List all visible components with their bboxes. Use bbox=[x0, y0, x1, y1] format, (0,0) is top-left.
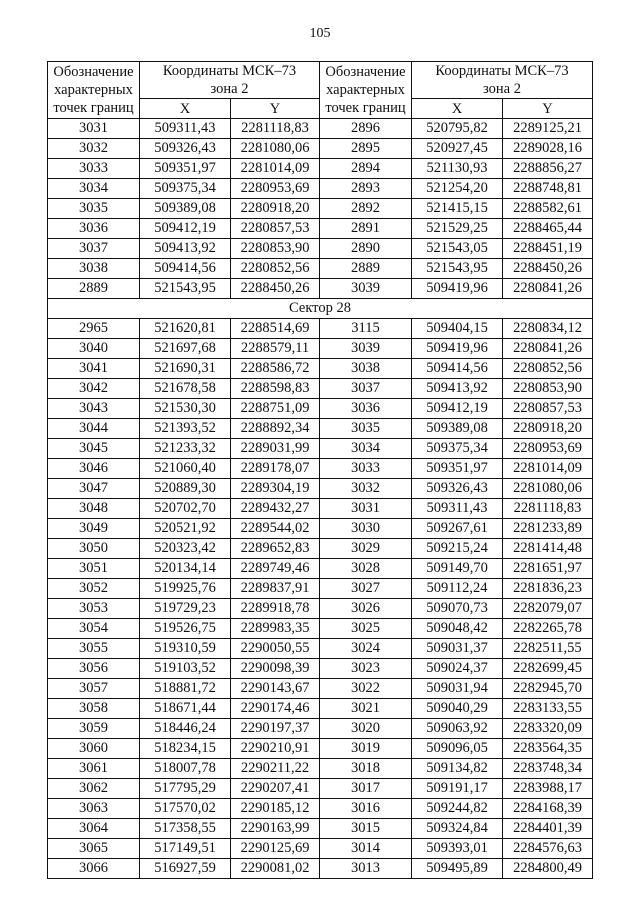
y-value: 2290197,37 bbox=[231, 719, 320, 739]
x-value: 519729,23 bbox=[140, 599, 231, 619]
point-id: 3062 bbox=[48, 779, 140, 799]
point-id-right: 3021 bbox=[320, 699, 412, 719]
y-value-right: 2280834,12 bbox=[503, 319, 593, 339]
x-value: 518446,24 bbox=[140, 719, 231, 739]
x-value-right: 509419,96 bbox=[412, 339, 503, 359]
table-row bbox=[48, 259, 593, 279]
table-row bbox=[48, 739, 593, 759]
point-id: 2965 bbox=[48, 319, 140, 339]
x-value-right: 509244,82 bbox=[412, 799, 503, 819]
point-id: 3049 bbox=[48, 519, 140, 539]
point-id-right: 2893 bbox=[320, 179, 412, 199]
y-value: 2281118,83 bbox=[231, 119, 320, 139]
y-header-right: Y bbox=[503, 99, 593, 119]
y-value-right: 2281836,23 bbox=[503, 579, 593, 599]
y-value-right: 2281233,89 bbox=[503, 519, 593, 539]
y-value-right: 2288748,81 bbox=[503, 179, 593, 199]
x-value: 519103,52 bbox=[140, 659, 231, 679]
table-row bbox=[48, 759, 593, 779]
y-value: 2280852,56 bbox=[231, 259, 320, 279]
point-id: 3031 bbox=[48, 119, 140, 139]
point-id: 3061 bbox=[48, 759, 140, 779]
y-value: 2289544,02 bbox=[231, 519, 320, 539]
point-id-right: 3014 bbox=[320, 839, 412, 859]
y-value: 2288586,72 bbox=[231, 359, 320, 379]
table-row bbox=[48, 659, 593, 679]
y-value-right: 2288451,19 bbox=[503, 239, 593, 259]
y-value-right: 2282945,70 bbox=[503, 679, 593, 699]
point-id: 3040 bbox=[48, 339, 140, 359]
sector-section bbox=[48, 299, 593, 319]
coords-header bbox=[140, 62, 320, 99]
y-value-right: 2282511,55 bbox=[503, 639, 593, 659]
point-id: 3063 bbox=[48, 799, 140, 819]
y-value: 2289031,99 bbox=[231, 439, 320, 459]
x-value: 520323,42 bbox=[140, 539, 231, 559]
point-label-line2: характерных bbox=[54, 82, 133, 98]
x-value: 517149,51 bbox=[140, 839, 231, 859]
x-value-right: 509149,70 bbox=[412, 559, 503, 579]
table-row bbox=[48, 839, 593, 859]
y-value-right: 2281414,48 bbox=[503, 539, 593, 559]
y-value: 2288751,09 bbox=[231, 399, 320, 419]
x-value-right: 509351,97 bbox=[412, 459, 503, 479]
x-value-right: 521130,93 bbox=[412, 159, 503, 179]
x-value: 521620,81 bbox=[140, 319, 231, 339]
x-value-right: 509096,05 bbox=[412, 739, 503, 759]
point-id-right: 3022 bbox=[320, 679, 412, 699]
point-id-right: 3013 bbox=[320, 859, 412, 879]
table-row bbox=[48, 159, 593, 179]
y-value: 2290050,55 bbox=[231, 639, 320, 659]
point-label-line1: Обозначение bbox=[325, 64, 406, 80]
point-id-right: 3038 bbox=[320, 359, 412, 379]
x-value: 520702,70 bbox=[140, 499, 231, 519]
y-value-right: 2280841,26 bbox=[503, 339, 593, 359]
point-id: 3036 bbox=[48, 219, 140, 239]
point-id-right: 3030 bbox=[320, 519, 412, 539]
y-value-right: 2288465,44 bbox=[503, 219, 593, 239]
y-value-right: 2283133,55 bbox=[503, 699, 593, 719]
x-value-right: 509112,24 bbox=[412, 579, 503, 599]
y-value-right: 2283988,17 bbox=[503, 779, 593, 799]
x-value: 509413,92 bbox=[140, 239, 231, 259]
x-value: 517570,02 bbox=[140, 799, 231, 819]
x-value-right: 509267,61 bbox=[412, 519, 503, 539]
table-row bbox=[48, 719, 593, 739]
point-label-line3: точек границ bbox=[53, 100, 134, 116]
sector-row bbox=[48, 299, 593, 319]
point-id: 3066 bbox=[48, 859, 140, 879]
x-value: 521060,40 bbox=[140, 459, 231, 479]
point-id-right: 3115 bbox=[320, 319, 412, 339]
y-value-right: 2280853,90 bbox=[503, 379, 593, 399]
table-row bbox=[48, 619, 593, 639]
table-row bbox=[48, 639, 593, 659]
x-value: 509326,43 bbox=[140, 139, 231, 159]
coords-line2: зона 2 bbox=[483, 81, 521, 97]
table-row bbox=[48, 399, 593, 419]
x-value-right: 520927,45 bbox=[412, 139, 503, 159]
x-value: 519526,75 bbox=[140, 619, 231, 639]
y-value: 2280853,90 bbox=[231, 239, 320, 259]
table-row bbox=[48, 499, 593, 519]
point-id-right: 2892 bbox=[320, 199, 412, 219]
y-value: 2289837,91 bbox=[231, 579, 320, 599]
x-value-right: 509324,84 bbox=[412, 819, 503, 839]
point-id-right: 3015 bbox=[320, 819, 412, 839]
y-value-right: 2281651,97 bbox=[503, 559, 593, 579]
y-value-right: 2281014,09 bbox=[503, 459, 593, 479]
y-value: 2280857,53 bbox=[231, 219, 320, 239]
point-id: 3052 bbox=[48, 579, 140, 599]
y-value-right: 2284576,63 bbox=[503, 839, 593, 859]
y-value: 2289749,46 bbox=[231, 559, 320, 579]
table-row bbox=[48, 179, 593, 199]
x-value: 509389,08 bbox=[140, 199, 231, 219]
y-value: 2290185,12 bbox=[231, 799, 320, 819]
x-value: 519310,59 bbox=[140, 639, 231, 659]
point-id: 3060 bbox=[48, 739, 140, 759]
y-value: 2280953,69 bbox=[231, 179, 320, 199]
coords-line1: Координаты МСК–73 bbox=[435, 63, 569, 79]
table-row bbox=[48, 479, 593, 499]
x-value: 521233,32 bbox=[140, 439, 231, 459]
point-id: 3050 bbox=[48, 539, 140, 559]
x-value: 520521,92 bbox=[140, 519, 231, 539]
y-value-right: 2288582,61 bbox=[503, 199, 593, 219]
x-value: 518881,72 bbox=[140, 679, 231, 699]
x-value-right: 509070,73 bbox=[412, 599, 503, 619]
point-id: 3034 bbox=[48, 179, 140, 199]
sector-title: Сектор 28 bbox=[48, 299, 593, 319]
x-value: 517358,55 bbox=[140, 819, 231, 839]
page-number: 105 bbox=[309, 26, 331, 41]
table-row bbox=[48, 279, 593, 299]
table-row bbox=[48, 419, 593, 439]
y-value: 2290098,39 bbox=[231, 659, 320, 679]
x-value: 521678,58 bbox=[140, 379, 231, 399]
y-value-right: 2282079,07 bbox=[503, 599, 593, 619]
point-id-right: 3026 bbox=[320, 599, 412, 619]
y-value: 2289178,07 bbox=[231, 459, 320, 479]
y-value-right: 2289028,16 bbox=[503, 139, 593, 159]
x-value-right: 521543,95 bbox=[412, 259, 503, 279]
x-value-right: 509311,43 bbox=[412, 499, 503, 519]
point-id: 3046 bbox=[48, 459, 140, 479]
y-value-right: 2284401,39 bbox=[503, 819, 593, 839]
point-id-right: 3034 bbox=[320, 439, 412, 459]
point-id: 3044 bbox=[48, 419, 140, 439]
y-value-right: 2284168,39 bbox=[503, 799, 593, 819]
y-value: 2288450,26 bbox=[231, 279, 320, 299]
point-id-right: 3025 bbox=[320, 619, 412, 639]
table-row bbox=[48, 219, 593, 239]
x-value: 518671,44 bbox=[140, 699, 231, 719]
table-row bbox=[48, 599, 593, 619]
point-id-right: 3027 bbox=[320, 579, 412, 599]
point-id-right: 3039 bbox=[320, 279, 412, 299]
y-value: 2290163,99 bbox=[231, 819, 320, 839]
table-row bbox=[48, 519, 593, 539]
rows-after-sector bbox=[48, 319, 593, 879]
y-value-right: 2283564,35 bbox=[503, 739, 593, 759]
x-value-right: 509495,89 bbox=[412, 859, 503, 879]
point-id-right: 3024 bbox=[320, 639, 412, 659]
coords-line1: Координаты МСК–73 bbox=[162, 63, 297, 79]
y-value-right: 2280857,53 bbox=[503, 399, 593, 419]
x-value: 521690,31 bbox=[140, 359, 231, 379]
y-value-right: 2281080,06 bbox=[503, 479, 593, 499]
y-value-right: 2280852,56 bbox=[503, 359, 593, 379]
x-value: 509311,43 bbox=[140, 119, 231, 139]
x-value-right: 509191,17 bbox=[412, 779, 503, 799]
y-value-right: 2281118,83 bbox=[503, 499, 593, 519]
table-row bbox=[48, 579, 593, 599]
x-value-right: 509040,29 bbox=[412, 699, 503, 719]
point-id: 3042 bbox=[48, 379, 140, 399]
y-value: 2290174,46 bbox=[231, 699, 320, 719]
x-value: 516927,59 bbox=[140, 859, 231, 879]
table-row bbox=[48, 119, 593, 139]
y-value-right: 2280918,20 bbox=[503, 419, 593, 439]
x-value-right: 509031,37 bbox=[412, 639, 503, 659]
table-row bbox=[48, 379, 593, 399]
x-value-right: 521254,20 bbox=[412, 179, 503, 199]
point-label-line1: Обозначение bbox=[53, 64, 134, 80]
y-value-right: 2280953,69 bbox=[503, 439, 593, 459]
point-id: 3041 bbox=[48, 359, 140, 379]
x-value: 521543,95 bbox=[140, 279, 231, 299]
y-value: 2281080,06 bbox=[231, 139, 320, 159]
table-row bbox=[48, 439, 593, 459]
x-value: 509414,56 bbox=[140, 259, 231, 279]
y-value: 2288514,69 bbox=[231, 319, 320, 339]
y-value: 2289652,83 bbox=[231, 539, 320, 559]
x-value: 520889,30 bbox=[140, 479, 231, 499]
point-label-header bbox=[48, 62, 140, 119]
point-id: 3035 bbox=[48, 199, 140, 219]
y-value-right: 2284800,49 bbox=[503, 859, 593, 879]
table-row bbox=[48, 199, 593, 219]
y-value: 2289983,35 bbox=[231, 619, 320, 639]
y-value-right: 2282265,78 bbox=[503, 619, 593, 639]
table-row bbox=[48, 859, 593, 879]
x-value-right: 521543,05 bbox=[412, 239, 503, 259]
x-value-right: 509404,15 bbox=[412, 319, 503, 339]
table-row bbox=[48, 539, 593, 559]
table-header bbox=[48, 62, 593, 119]
x-value-right: 509215,24 bbox=[412, 539, 503, 559]
y-value: 2288892,34 bbox=[231, 419, 320, 439]
table-row bbox=[48, 799, 593, 819]
x-value: 509412,19 bbox=[140, 219, 231, 239]
table-row bbox=[48, 679, 593, 699]
x-value-right: 521529,25 bbox=[412, 219, 503, 239]
table-row bbox=[48, 559, 593, 579]
point-id-right: 3029 bbox=[320, 539, 412, 559]
x-value: 509351,97 bbox=[140, 159, 231, 179]
point-id-right: 2889 bbox=[320, 259, 412, 279]
table-row bbox=[48, 459, 593, 479]
x-value: 521697,68 bbox=[140, 339, 231, 359]
y-value: 2280918,20 bbox=[231, 199, 320, 219]
y-value-right: 2283748,34 bbox=[503, 759, 593, 779]
x-value: 519925,76 bbox=[140, 579, 231, 599]
x-value-right: 509048,42 bbox=[412, 619, 503, 639]
x-value-right: 509134,82 bbox=[412, 759, 503, 779]
x-value-right: 509326,43 bbox=[412, 479, 503, 499]
point-id-right: 3031 bbox=[320, 499, 412, 519]
point-id: 3047 bbox=[48, 479, 140, 499]
table-row bbox=[48, 359, 593, 379]
x-value-right: 509375,34 bbox=[412, 439, 503, 459]
point-id: 3032 bbox=[48, 139, 140, 159]
x-value-right: 509413,92 bbox=[412, 379, 503, 399]
coords-header-right bbox=[412, 62, 593, 99]
point-id: 3064 bbox=[48, 819, 140, 839]
y-value-right: 2282699,45 bbox=[503, 659, 593, 679]
x-value-right: 509024,37 bbox=[412, 659, 503, 679]
y-value: 2289432,27 bbox=[231, 499, 320, 519]
y-value: 2288598,83 bbox=[231, 379, 320, 399]
rows-before-sector bbox=[48, 119, 593, 299]
point-id: 2889 bbox=[48, 279, 140, 299]
x-value: 518234,15 bbox=[140, 739, 231, 759]
point-id: 3037 bbox=[48, 239, 140, 259]
x-value: 521393,52 bbox=[140, 419, 231, 439]
point-label-line2: характерных bbox=[326, 82, 405, 98]
point-label-line3: точек границ bbox=[325, 100, 406, 116]
point-id: 3038 bbox=[48, 259, 140, 279]
point-id: 3065 bbox=[48, 839, 140, 859]
x-value-right: 520795,82 bbox=[412, 119, 503, 139]
point-id: 3043 bbox=[48, 399, 140, 419]
point-id-right: 3032 bbox=[320, 479, 412, 499]
y-value: 2288579,11 bbox=[231, 339, 320, 359]
point-id-right: 3017 bbox=[320, 779, 412, 799]
point-label-header-right bbox=[320, 62, 412, 119]
table-row bbox=[48, 779, 593, 799]
x-value-right: 509389,08 bbox=[412, 419, 503, 439]
x-value-right: 509412,19 bbox=[412, 399, 503, 419]
y-value: 2290210,91 bbox=[231, 739, 320, 759]
y-value: 2289918,78 bbox=[231, 599, 320, 619]
point-id: 3058 bbox=[48, 699, 140, 719]
point-id-right: 2890 bbox=[320, 239, 412, 259]
point-id: 3045 bbox=[48, 439, 140, 459]
table-row bbox=[48, 339, 593, 359]
point-id-right: 3035 bbox=[320, 419, 412, 439]
table-row bbox=[48, 319, 593, 339]
x-header-right: X bbox=[412, 99, 503, 119]
y-value-right: 2280841,26 bbox=[503, 279, 593, 299]
point-id-right: 2896 bbox=[320, 119, 412, 139]
y-value-right: 2289125,21 bbox=[503, 119, 593, 139]
y-value-right: 2288450,26 bbox=[503, 259, 593, 279]
point-id: 3051 bbox=[48, 559, 140, 579]
point-id-right: 3019 bbox=[320, 739, 412, 759]
point-id-right: 2891 bbox=[320, 219, 412, 239]
x-value: 517795,29 bbox=[140, 779, 231, 799]
point-id-right: 2895 bbox=[320, 139, 412, 159]
x-value: 518007,78 bbox=[140, 759, 231, 779]
x-value: 509375,34 bbox=[140, 179, 231, 199]
coords-line2: зона 2 bbox=[210, 81, 249, 97]
point-id-right: 3039 bbox=[320, 339, 412, 359]
x-value-right: 509031,94 bbox=[412, 679, 503, 699]
y-value: 2290143,67 bbox=[231, 679, 320, 699]
point-id: 3033 bbox=[48, 159, 140, 179]
x-value-right: 509393,01 bbox=[412, 839, 503, 859]
point-id: 3057 bbox=[48, 679, 140, 699]
point-id: 3059 bbox=[48, 719, 140, 739]
y-value: 2281014,09 bbox=[231, 159, 320, 179]
y-header: Y bbox=[231, 99, 320, 119]
coordinates-table bbox=[47, 61, 593, 879]
x-value: 520134,14 bbox=[140, 559, 231, 579]
y-value-right: 2288856,27 bbox=[503, 159, 593, 179]
table-row bbox=[48, 699, 593, 719]
x-value-right: 521415,15 bbox=[412, 199, 503, 219]
table-row bbox=[48, 819, 593, 839]
x-value-right: 509414,56 bbox=[412, 359, 503, 379]
x-value: 521530,30 bbox=[140, 399, 231, 419]
point-id: 3056 bbox=[48, 659, 140, 679]
point-id-right: 3023 bbox=[320, 659, 412, 679]
point-id: 3054 bbox=[48, 619, 140, 639]
x-value-right: 509419,96 bbox=[412, 279, 503, 299]
y-value: 2290207,41 bbox=[231, 779, 320, 799]
point-id-right: 3016 bbox=[320, 799, 412, 819]
point-id-right: 3020 bbox=[320, 719, 412, 739]
point-id-right: 3036 bbox=[320, 399, 412, 419]
y-value: 2290081,02 bbox=[231, 859, 320, 879]
point-id: 3053 bbox=[48, 599, 140, 619]
point-id-right: 3037 bbox=[320, 379, 412, 399]
point-id: 3048 bbox=[48, 499, 140, 519]
y-value: 2290125,69 bbox=[231, 839, 320, 859]
point-id-right: 2894 bbox=[320, 159, 412, 179]
point-id: 3055 bbox=[48, 639, 140, 659]
x-value-right: 509063,92 bbox=[412, 719, 503, 739]
y-value-right: 2283320,09 bbox=[503, 719, 593, 739]
x-header: X bbox=[140, 99, 231, 119]
table-row bbox=[48, 139, 593, 159]
y-value: 2290211,22 bbox=[231, 759, 320, 779]
point-id-right: 3033 bbox=[320, 459, 412, 479]
y-value: 2289304,19 bbox=[231, 479, 320, 499]
point-id-right: 3018 bbox=[320, 759, 412, 779]
point-id-right: 3028 bbox=[320, 559, 412, 579]
table-row bbox=[48, 239, 593, 259]
